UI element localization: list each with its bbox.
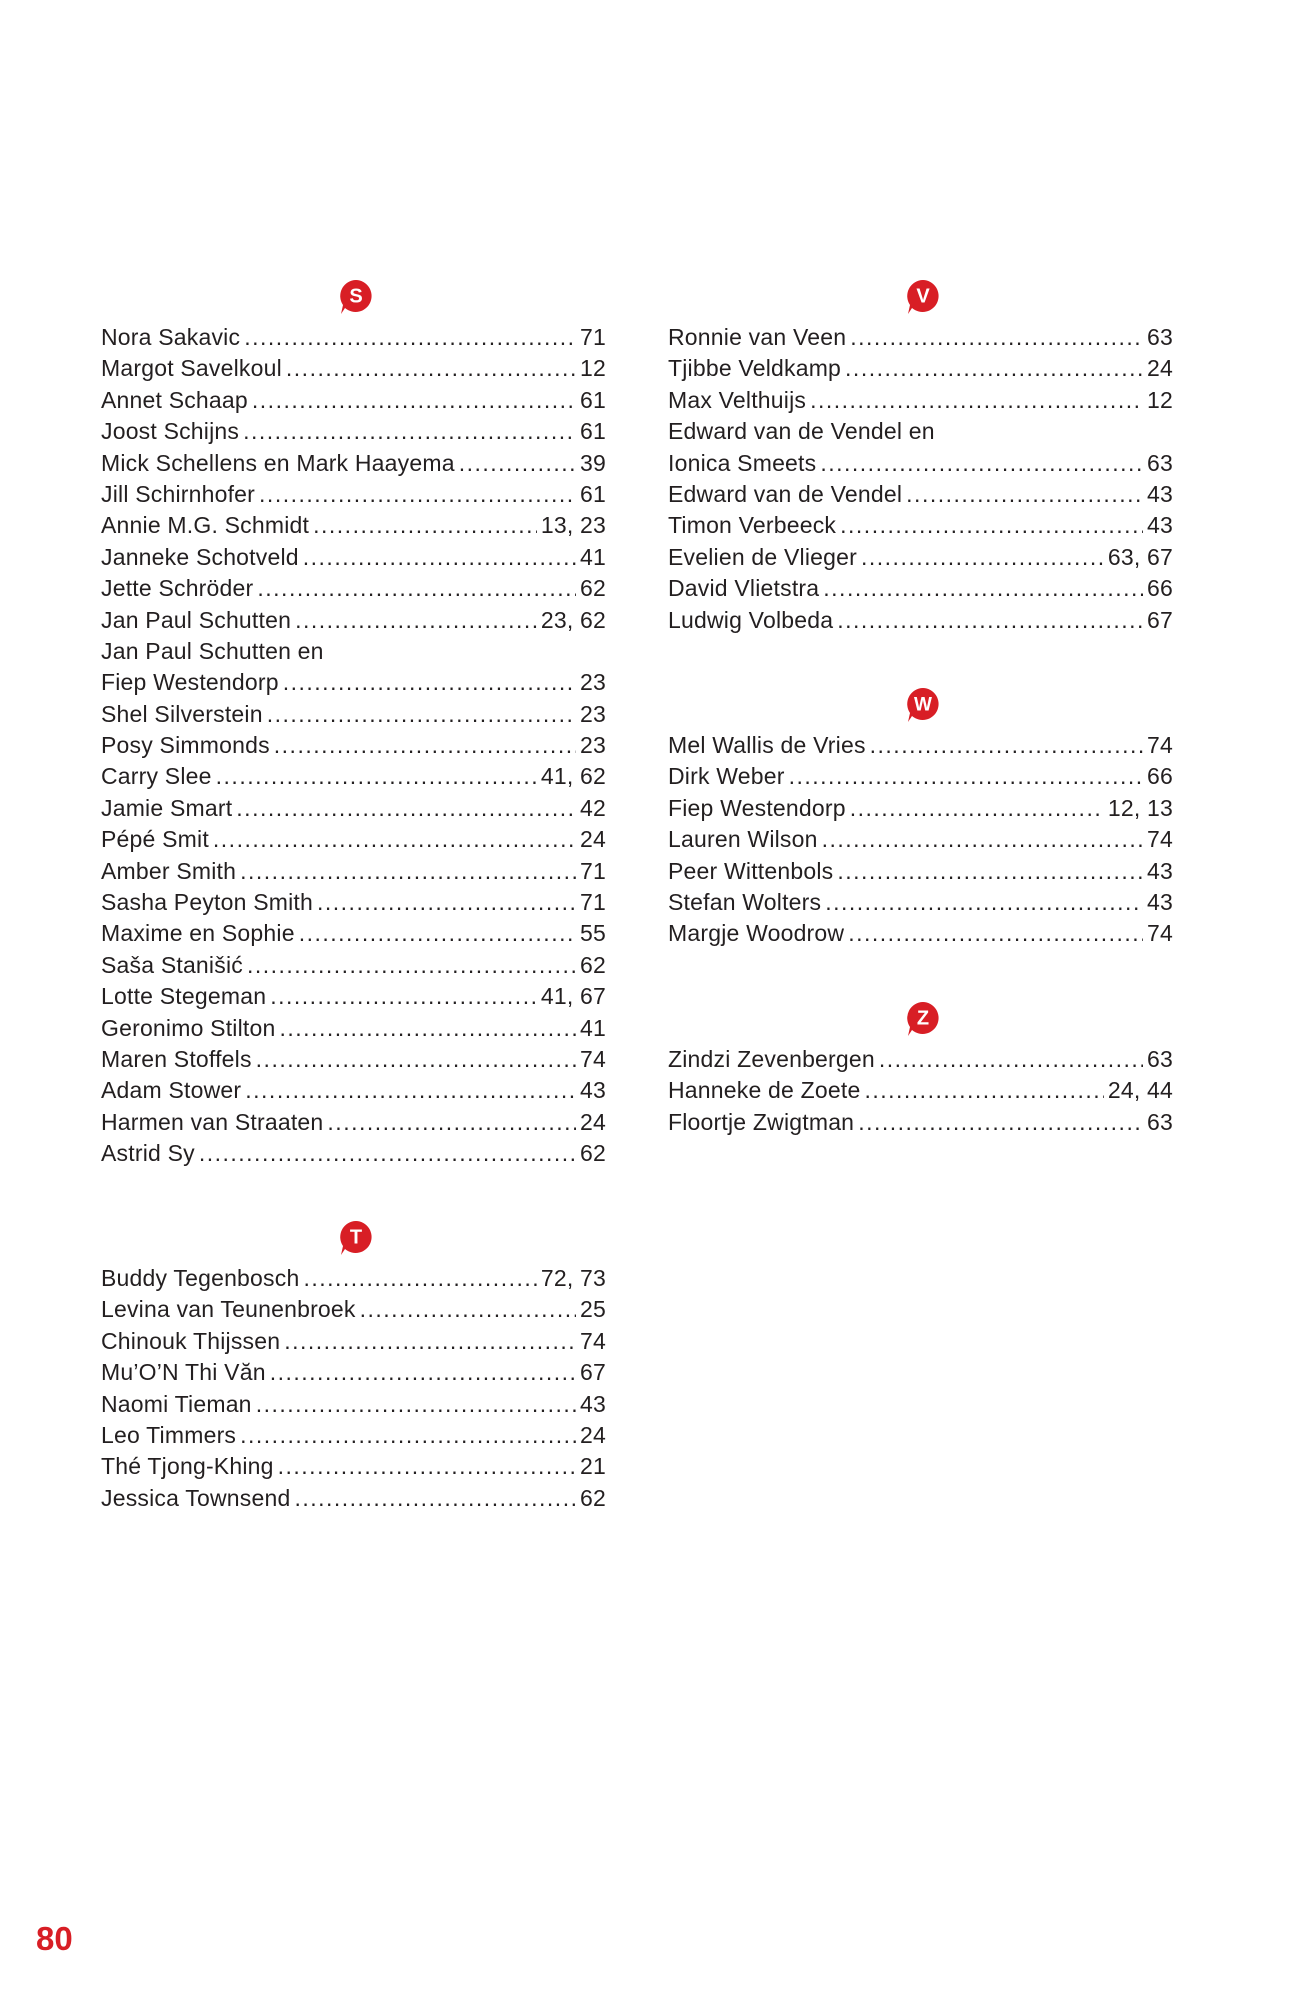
dot-leader — [236, 793, 576, 824]
letter-badge-s — [338, 278, 374, 314]
entry-pages: 61 — [580, 480, 606, 507]
entry-name: Edward van de Vendel en — [668, 418, 935, 445]
entry-pages: 41, 67 — [540, 983, 606, 1010]
dot-leader — [274, 730, 576, 761]
index-entry — [101, 1483, 606, 1514]
dot-leader — [327, 1107, 576, 1138]
index-entry — [101, 981, 606, 1012]
entry-pages: 62 — [580, 1140, 606, 1167]
dot-leader — [850, 793, 1104, 824]
index-entry — [668, 918, 1173, 949]
entry-pages: 25 — [580, 1296, 606, 1323]
index-entry — [101, 1138, 606, 1169]
index-entry — [668, 824, 1173, 855]
entry-pages: 71 — [580, 889, 606, 916]
entry-name: Jette Schröder — [101, 575, 254, 602]
entry-pages: 24 — [580, 826, 606, 853]
entry-list — [668, 1044, 1173, 1138]
entry-pages: 24, 44 — [1107, 1077, 1173, 1104]
entry-pages: 72, 73 — [540, 1265, 606, 1291]
entry-name: Edward van de Vendel — [668, 480, 903, 507]
index-entry — [101, 510, 606, 541]
dot-leader — [243, 416, 576, 447]
entry-pages: 43 — [1147, 888, 1173, 915]
entry-pages: 42 — [580, 794, 606, 821]
index-entry — [668, 1075, 1173, 1106]
entry-pages: 74 — [580, 1327, 606, 1354]
entry-pages: 71 — [580, 324, 606, 350]
entry-name: Amber Smith — [101, 857, 237, 884]
index-entry — [668, 542, 1173, 573]
index-entry — [101, 448, 606, 479]
entry-pages: 41, 62 — [540, 763, 606, 790]
index-entry — [668, 573, 1173, 604]
entry-name: Hanneke de Zoete — [668, 1077, 861, 1104]
dot-leader — [313, 510, 537, 541]
dot-leader — [252, 385, 576, 416]
index-entry — [101, 416, 606, 447]
entry-name: Nora Sakavic — [101, 324, 241, 350]
index-entry — [101, 322, 606, 353]
entry-name: Sasha Peyton Smith — [101, 889, 313, 916]
index-entry — [101, 824, 606, 855]
index-entry — [668, 479, 1173, 510]
badge-letter: V — [916, 285, 930, 308]
entry-name: Buddy Tegenbosch — [101, 1265, 300, 1291]
entry-pages: 43 — [580, 1077, 606, 1104]
entry-name: Maren Stoffels — [101, 1045, 252, 1072]
entry-pages: 74 — [1147, 920, 1173, 947]
entry-pages: 41 — [580, 543, 606, 570]
entry-pages: 43 — [580, 1390, 606, 1417]
page-number: 80 — [36, 1920, 73, 1957]
badge-letter: S — [349, 285, 363, 308]
entry-pages: 24 — [580, 1421, 606, 1448]
index-entry — [668, 1044, 1173, 1075]
entry-pages: 23 — [580, 732, 606, 759]
entry-name: Evelien de Vlieger — [668, 543, 857, 570]
index-entry — [668, 385, 1173, 416]
dot-leader — [286, 353, 576, 384]
entry-pages: 41 — [580, 1014, 606, 1041]
dot-leader — [303, 542, 576, 573]
entry-name: Posy Simmonds — [101, 732, 270, 759]
dot-leader — [789, 761, 1143, 792]
entry-pages: 66 — [1147, 575, 1173, 602]
index-entry — [101, 1326, 606, 1357]
dot-leader — [858, 1107, 1143, 1138]
entry-name: Pépé Smit — [101, 826, 209, 853]
index-entry — [101, 730, 606, 761]
entry-pages: 63 — [1147, 324, 1173, 350]
entry-name: Ludwig Volbeda — [668, 606, 834, 633]
entry-pages: 24 — [580, 1108, 606, 1135]
index-entry — [668, 510, 1173, 541]
entry-pages: 43 — [1147, 512, 1173, 539]
entry-name: Stefan Wolters — [668, 888, 822, 915]
dot-leader — [825, 887, 1143, 918]
index-entry — [101, 542, 606, 573]
dot-leader — [294, 1483, 576, 1514]
dot-leader — [906, 479, 1143, 510]
entry-pages: 63 — [1147, 1108, 1173, 1135]
entry-name: Adam Stower — [101, 1077, 242, 1104]
dot-leader — [270, 1357, 576, 1388]
entry-pages: 67 — [580, 1359, 606, 1386]
entry-name: Lotte Stegeman — [101, 983, 267, 1010]
entry-name: Chinouk Thijssen — [101, 1327, 281, 1354]
index-entry — [101, 761, 606, 792]
dot-leader — [879, 1044, 1143, 1075]
dot-leader — [259, 479, 576, 510]
entry-name: Janneke Schotveld — [101, 543, 299, 570]
entry-name: Thé Tjong-Khing — [101, 1453, 274, 1480]
entry-pages: 23 — [580, 700, 606, 727]
entry-name: Max Velthuijs — [668, 386, 807, 413]
entry-name: Jill Schirnhofer — [101, 480, 256, 507]
entry-name: Mick Schellens en Mark Haayema — [101, 449, 455, 476]
index-entry — [101, 479, 606, 510]
dot-leader — [864, 1075, 1103, 1106]
entry-pages: 12, 13 — [1107, 794, 1173, 821]
dot-leader — [303, 1263, 536, 1294]
dot-leader — [823, 573, 1143, 604]
index-entry — [101, 667, 606, 698]
badge-letter: Z — [916, 1007, 930, 1030]
speech-bubble-icon — [905, 278, 941, 316]
entry-pages: 62 — [580, 951, 606, 978]
dot-leader — [256, 1044, 576, 1075]
entry-name: Mu’O’N Thi Văn — [101, 1359, 266, 1386]
dot-leader — [837, 605, 1143, 636]
dot-leader — [870, 730, 1143, 761]
index-entry — [101, 1420, 606, 1451]
entry-name: Carry Slee — [101, 763, 212, 790]
badge-letter: W — [914, 694, 932, 716]
dot-leader — [283, 667, 576, 698]
entry-name: Ionica Smeets — [668, 449, 817, 476]
index-entry — [101, 793, 606, 824]
entry-name: Fiep Westendorp — [668, 794, 846, 821]
entry-pages: 61 — [580, 418, 606, 445]
entry-name: Zindzi Zevenbergen — [668, 1046, 875, 1072]
index-entry — [668, 793, 1173, 824]
dot-leader — [213, 824, 576, 855]
dot-leader — [280, 1013, 577, 1044]
badge-letter: T — [349, 1226, 363, 1249]
entry-name: Dirk Weber — [668, 763, 785, 790]
dot-leader — [278, 1451, 576, 1482]
entry-pages: 23 — [580, 669, 606, 696]
index-entry — [101, 950, 606, 981]
index-entry — [101, 573, 606, 604]
entry-pages: 55 — [580, 920, 606, 947]
index-entry — [668, 605, 1173, 636]
dot-leader — [284, 1326, 576, 1357]
entry-pages: 67 — [1147, 606, 1173, 633]
dot-leader — [257, 573, 576, 604]
speech-bubble-icon — [905, 1000, 941, 1038]
entry-pages: 63 — [1147, 1046, 1173, 1072]
entry-list — [668, 730, 1173, 950]
entry-name: Peer Wittenbols — [668, 857, 834, 884]
entry-pages: 12 — [580, 355, 606, 382]
entry-name: Margje Woodrow — [668, 920, 845, 947]
dot-leader — [845, 353, 1143, 384]
entry-pages: 43 — [1147, 857, 1173, 884]
index-entry — [101, 918, 606, 949]
speech-bubble-icon — [338, 278, 374, 316]
speech-bubble-icon — [338, 1219, 374, 1257]
entry-name: Joost Schijns — [101, 418, 240, 445]
index-entry — [101, 1389, 606, 1420]
entry-name: Margot Savelkoul — [101, 355, 282, 382]
dot-leader — [216, 761, 537, 792]
index-entry — [101, 385, 606, 416]
index-entry — [101, 1357, 606, 1388]
entry-name: Mel Wallis de Vries — [668, 732, 866, 758]
entry-pages: 39 — [580, 449, 606, 476]
speech-bubble-icon — [905, 686, 941, 724]
entry-pages: 61 — [580, 386, 606, 413]
index-entry — [668, 416, 1173, 447]
letter-badge-w — [905, 686, 941, 722]
index-entry — [668, 730, 1173, 761]
entry-name: David Vlietstra — [668, 575, 820, 602]
entry-pages: 24 — [1147, 355, 1173, 382]
entry-pages: 66 — [1147, 763, 1173, 790]
index-entry — [101, 605, 606, 636]
letter-badge-t — [338, 1219, 374, 1255]
index-entry — [101, 1294, 606, 1325]
index-entry — [101, 353, 606, 384]
index-entry — [668, 761, 1173, 792]
entry-list — [101, 322, 606, 1170]
entry-list — [668, 322, 1173, 636]
index-entry — [101, 887, 606, 918]
dot-leader — [256, 1389, 576, 1420]
dot-leader — [295, 605, 537, 636]
entry-pages: 71 — [580, 857, 606, 884]
dot-leader — [837, 856, 1143, 887]
entry-name: Floortje Zwigtman — [668, 1108, 855, 1135]
entry-pages: 23, 62 — [540, 606, 606, 633]
dot-leader — [317, 887, 576, 918]
dot-leader — [240, 1420, 576, 1451]
entry-pages: 12 — [1147, 386, 1173, 413]
dot-leader — [848, 918, 1143, 949]
dot-leader — [861, 542, 1104, 573]
entry-name: Jan Paul Schutten — [101, 606, 292, 633]
entry-name: Tjibbe Veldkamp — [668, 355, 842, 382]
dot-leader — [299, 918, 576, 949]
index-entry — [101, 1451, 606, 1482]
dot-leader — [840, 510, 1143, 541]
dot-leader — [247, 950, 576, 981]
index-entry — [668, 887, 1173, 918]
entry-name: Ronnie van Veen — [668, 324, 847, 350]
index-entry — [668, 448, 1173, 479]
entry-name: Maxime en Sophie — [101, 920, 295, 947]
letter-badge-z — [905, 1000, 941, 1036]
entry-list — [101, 1263, 606, 1514]
letter-badge-v — [905, 278, 941, 314]
dot-leader — [360, 1294, 576, 1325]
dot-leader — [820, 448, 1143, 479]
index-entry — [101, 1044, 606, 1075]
entry-name: Naomi Tieman — [101, 1390, 252, 1417]
index-entry — [668, 856, 1173, 887]
dot-leader — [822, 824, 1143, 855]
index-entry — [101, 856, 606, 887]
dot-leader — [244, 322, 576, 353]
dot-leader — [850, 322, 1143, 353]
dot-leader — [459, 448, 576, 479]
index-entry — [101, 699, 606, 730]
entry-name: Saša Stanišić — [101, 951, 243, 978]
index-entry — [101, 1107, 606, 1138]
dot-leader — [267, 699, 576, 730]
entry-name: Leo Timmers — [101, 1421, 237, 1448]
entry-name: Jamie Smart — [101, 794, 233, 821]
dot-leader — [199, 1138, 576, 1169]
entry-name: Harmen van Straaten — [101, 1108, 324, 1135]
entry-pages: 74 — [1147, 732, 1173, 758]
entry-pages: 13, 23 — [540, 512, 606, 539]
entry-name: Levina van Teunenbroek — [101, 1296, 356, 1323]
entry-name: Lauren Wilson — [668, 826, 818, 853]
entry-name: Timon Verbeeck — [668, 512, 837, 539]
index-entry — [101, 1263, 606, 1294]
dot-leader — [810, 385, 1143, 416]
dot-leader — [240, 856, 576, 887]
entry-pages: 62 — [580, 1484, 606, 1511]
entry-pages: 74 — [1147, 826, 1173, 853]
index-entry — [101, 1075, 606, 1106]
index-entry — [668, 322, 1173, 353]
entry-name: Jessica Townsend — [101, 1484, 291, 1511]
entry-name: Shel Silverstein — [101, 700, 263, 727]
entry-pages: 62 — [580, 575, 606, 602]
entry-pages: 43 — [1147, 480, 1173, 507]
index-entry — [668, 1107, 1173, 1138]
entry-pages: 74 — [580, 1045, 606, 1072]
entry-pages: 21 — [580, 1453, 606, 1480]
entry-name: Annie M.G. Schmidt — [101, 512, 310, 539]
index-entry — [101, 1013, 606, 1044]
dot-leader — [245, 1075, 576, 1106]
entry-name: Annet Schaap — [101, 386, 248, 413]
dot-leader — [270, 981, 537, 1012]
index-entry — [668, 353, 1173, 384]
entry-pages: 63, 67 — [1107, 543, 1173, 570]
entry-name: Fiep Westendorp — [101, 669, 279, 696]
index-entry — [101, 636, 606, 667]
entry-name: Jan Paul Schutten en — [101, 637, 324, 664]
entry-pages: 63 — [1147, 449, 1173, 476]
entry-name: Astrid Sy — [101, 1140, 195, 1167]
entry-name: Geronimo Stilton — [101, 1014, 276, 1041]
